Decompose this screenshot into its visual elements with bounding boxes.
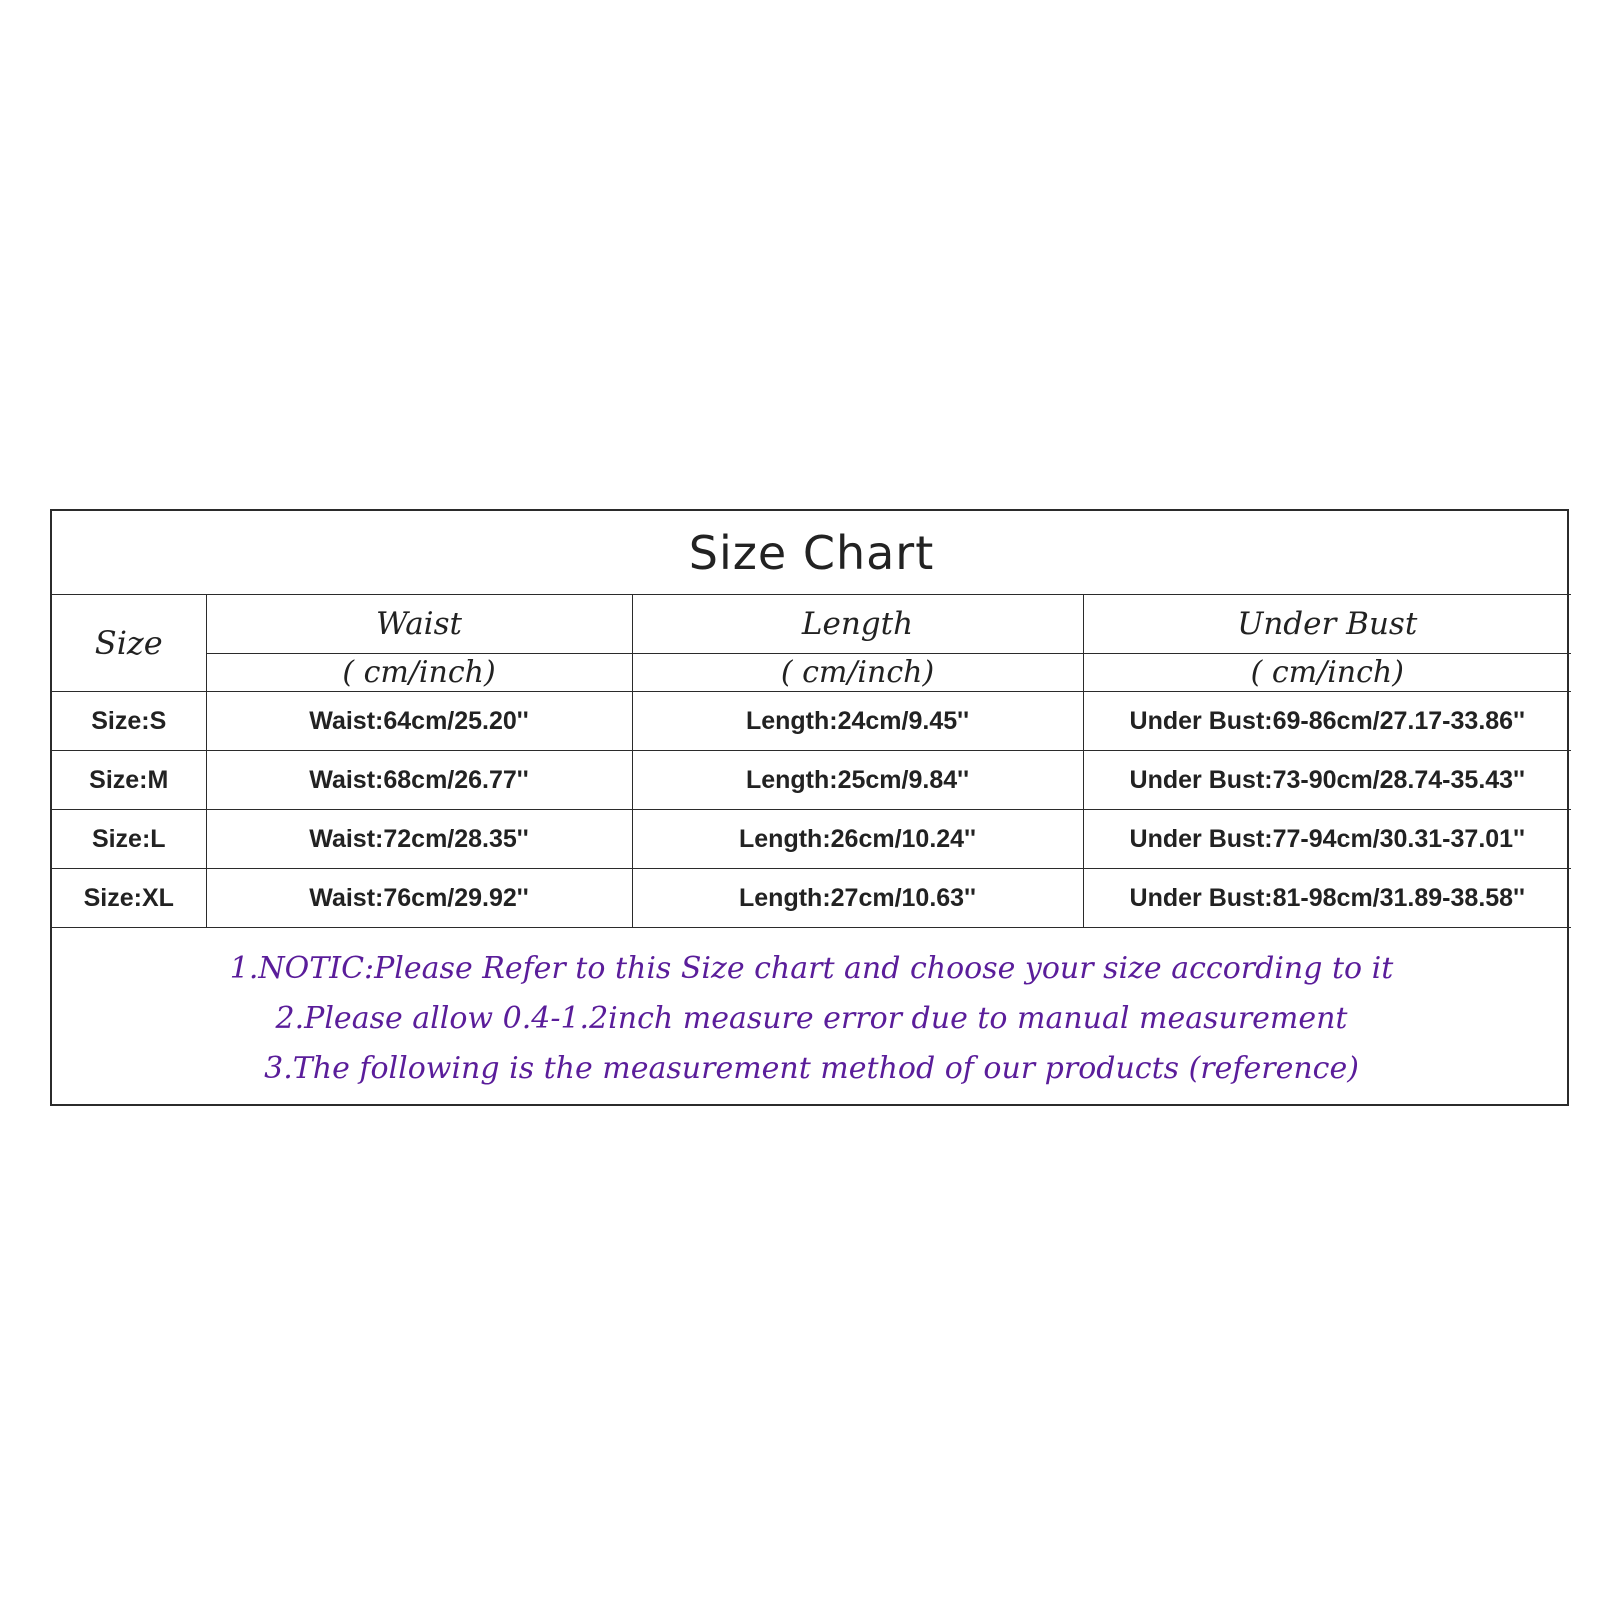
note-line-2: 2.Please allow 0.4-1.2inch measure error due to manual measurement — [275, 1001, 1348, 1036]
table-row — [52, 869, 1571, 928]
under-bust-cell: Under Bust:77-94cm/30.31-37.01'' — [1083, 810, 1571, 869]
size-column-header: Size — [52, 595, 206, 692]
under-bust-cell: Under Bust:81-98cm/31.89-38.58'' — [1083, 869, 1571, 928]
notes-section — [52, 928, 1571, 1105]
length-cell: Length:26cm/10.24'' — [632, 810, 1083, 869]
chart-title: Size Chart — [52, 511, 1571, 595]
length-cell: Length:24cm/9.45'' — [632, 692, 1083, 751]
table-row — [52, 810, 1571, 869]
size-cell: Size:XL — [52, 869, 206, 928]
waist-cell: Waist:64cm/25.20'' — [206, 692, 632, 751]
note-line-1: 1.NOTIC:Please Refer to this Size chart and choose your size according to it — [229, 951, 1394, 986]
under-bust-unit-label: ( cm/inch) — [1083, 654, 1571, 692]
under-bust-column-header: Under Bust — [1083, 595, 1571, 654]
length-column-header: Length — [632, 595, 1083, 654]
length-unit-label: ( cm/inch) — [632, 654, 1083, 692]
waist-cell: Waist:68cm/26.77'' — [206, 751, 632, 810]
size-cell: Size:L — [52, 810, 206, 869]
size-chart-table — [52, 511, 1571, 1104]
length-cell: Length:27cm/10.63'' — [632, 869, 1083, 928]
length-cell: Length:25cm/9.84'' — [632, 751, 1083, 810]
size-cell: Size:M — [52, 751, 206, 810]
size-cell: Size:S — [52, 692, 206, 751]
table-row — [52, 751, 1571, 810]
table-row — [52, 692, 1571, 751]
under-bust-cell: Under Bust:69-86cm/27.17-33.86'' — [1083, 692, 1571, 751]
size-chart — [50, 509, 1569, 1106]
waist-column-header: Waist — [206, 595, 632, 654]
waist-cell: Waist:72cm/28.35'' — [206, 810, 632, 869]
waist-cell: Waist:76cm/29.92'' — [206, 869, 632, 928]
note-line-3: 3.The following is the measurement method of our products (reference) — [264, 1051, 1359, 1086]
under-bust-cell: Under Bust:73-90cm/28.74-35.43'' — [1083, 751, 1571, 810]
waist-unit-label: ( cm/inch) — [206, 654, 632, 692]
